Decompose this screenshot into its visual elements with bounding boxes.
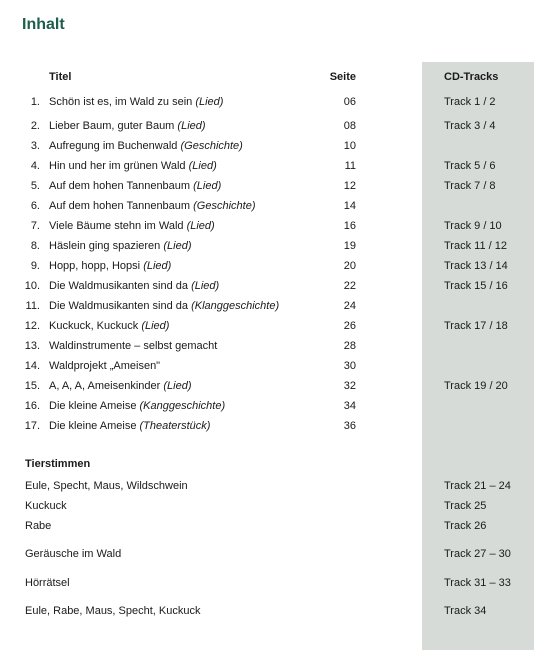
list-item xyxy=(0,575,548,591)
entry-title xyxy=(49,218,215,234)
entry-page: 36 xyxy=(343,420,356,432)
entry-track: Track 17 / 18 xyxy=(444,320,508,332)
column-title-header: Titel xyxy=(49,71,72,83)
entry-title xyxy=(49,338,217,354)
entry-number: 16. xyxy=(24,400,40,412)
entry-page: 30 xyxy=(343,360,356,372)
table-row xyxy=(0,418,548,434)
extra-track: Track 26 xyxy=(444,520,487,532)
entry-title-text: Waldinstrumente – selbst gemacht xyxy=(49,340,218,352)
table-row xyxy=(0,278,548,294)
table-row xyxy=(0,258,548,274)
entry-title xyxy=(49,118,206,134)
entry-title xyxy=(49,298,279,314)
extra-track: Track 21 – 24 xyxy=(444,480,511,492)
entry-title-text: Kuckuck, Kuckuck xyxy=(49,320,139,332)
extra-title: Geräusche im Wald xyxy=(25,548,122,560)
entry-track: Track 3 / 4 xyxy=(444,120,496,132)
extra-track: Track 31 – 33 xyxy=(444,577,511,589)
table-row xyxy=(0,118,548,134)
entry-type: (Lied) xyxy=(141,320,170,332)
entry-title-text: Die kleine Ameise xyxy=(49,400,137,412)
entry-type: (Lied) xyxy=(195,96,224,108)
entry-page: 20 xyxy=(343,260,356,272)
table-row xyxy=(0,398,548,414)
entry-title-text: Viele Bäume stehn im Wald xyxy=(49,220,184,232)
entry-title-text: Lieber Baum, guter Baum xyxy=(49,120,175,132)
entry-page: 12 xyxy=(343,180,356,192)
list-item xyxy=(0,478,548,494)
list-item xyxy=(0,603,548,619)
entry-type: (Geschichte) xyxy=(193,200,256,212)
entry-page: 24 xyxy=(343,300,356,312)
entry-number: 4. xyxy=(30,160,40,172)
entry-page: 34 xyxy=(343,400,356,412)
entry-type: (Klanggeschichte) xyxy=(191,300,280,312)
extra-title: Kuckuck xyxy=(25,500,67,512)
entry-number: 6. xyxy=(30,200,40,212)
table-header xyxy=(0,69,548,85)
entry-number: 8. xyxy=(30,240,40,252)
list-item xyxy=(0,546,548,562)
extra-title: Rabe xyxy=(25,520,52,532)
entry-number: 2. xyxy=(30,120,40,132)
entry-page: 06 xyxy=(343,96,356,108)
entry-number: 13. xyxy=(24,340,40,352)
entry-title-text: A, A, A, Ameisenkinder xyxy=(49,380,161,392)
table-row xyxy=(0,198,548,214)
entry-number: 10. xyxy=(24,280,40,292)
entry-title-text: Auf dem hohen Tannenbaum xyxy=(49,200,191,212)
table-row xyxy=(0,338,548,354)
entry-page: 28 xyxy=(343,340,356,352)
entry-type: (Lied) xyxy=(193,180,222,192)
entry-track: Track 13 / 14 xyxy=(444,260,508,272)
entry-track: Track 1 / 2 xyxy=(444,96,496,108)
entry-type: (Kanggeschichte) xyxy=(139,400,226,412)
table-row xyxy=(0,218,548,234)
entry-page: 22 xyxy=(343,280,356,292)
entry-title xyxy=(49,258,171,274)
entry-title xyxy=(49,318,169,334)
entry-number: 3. xyxy=(30,140,40,152)
entry-track: Track 5 / 6 xyxy=(444,160,496,172)
entry-track: Track 9 / 10 xyxy=(444,220,502,232)
entry-page: 08 xyxy=(343,120,356,132)
entry-title-text: Häslein ging spazieren xyxy=(49,240,161,252)
list-item xyxy=(0,518,548,534)
entry-title-text: Die kleine Ameise xyxy=(49,420,137,432)
entry-number: 11. xyxy=(25,300,40,312)
entry-type: (Lied) xyxy=(191,280,220,292)
extra-title: Hörrätsel xyxy=(25,577,70,589)
entry-title xyxy=(49,158,217,174)
table-row xyxy=(0,178,548,194)
entry-track: Track 7 / 8 xyxy=(444,180,496,192)
entry-type: (Lied) xyxy=(177,120,206,132)
entry-page: 14 xyxy=(343,200,356,212)
entry-title-text: Auf dem hohen Tannenbaum xyxy=(49,180,191,192)
entry-title-text: Die Waldmusikanten sind da xyxy=(49,280,188,292)
entry-title xyxy=(49,198,256,214)
entry-title xyxy=(49,238,191,254)
entry-title-text: Waldprojekt „Ameisen" xyxy=(49,360,161,372)
entry-number: 12. xyxy=(24,320,40,332)
entry-type: (Lied) xyxy=(163,240,192,252)
entry-track: Track 15 / 16 xyxy=(444,280,508,292)
entry-title-text: Aufregung im Buchenwald xyxy=(49,140,178,152)
entry-number: 5. xyxy=(30,180,40,192)
entry-type: (Lied) xyxy=(143,260,172,272)
extra-track: Track 27 – 30 xyxy=(444,548,511,560)
table-row xyxy=(0,318,548,334)
entry-number: 17. xyxy=(24,420,40,432)
table-row xyxy=(0,138,548,154)
entry-page: 10 xyxy=(343,140,356,152)
entry-page: 16 xyxy=(343,220,356,232)
table-row xyxy=(0,298,548,314)
entry-page: 11 xyxy=(344,160,356,172)
entry-number: 15. xyxy=(24,380,40,392)
entry-number: 7. xyxy=(30,220,40,232)
entry-title xyxy=(49,278,219,294)
table-row xyxy=(0,94,548,110)
table-row xyxy=(0,238,548,254)
entry-track: Track 19 / 20 xyxy=(444,380,508,392)
list-item xyxy=(0,498,548,514)
entry-page: 19 xyxy=(343,240,356,252)
entry-type: (Lied) xyxy=(186,220,215,232)
extra-title: Eule, Rabe, Maus, Specht, Kuckuck xyxy=(25,605,201,617)
entry-title xyxy=(49,418,210,434)
entry-title xyxy=(49,138,243,154)
entry-number: 14. xyxy=(24,360,40,372)
extra-track: Track 34 xyxy=(444,605,487,617)
entry-track: Track 11 / 12 xyxy=(444,240,507,252)
entry-title-text: Hin und her im grünen Wald xyxy=(49,160,186,172)
entry-title-text: Schön ist es, im Wald zu sein xyxy=(49,96,193,108)
entry-title xyxy=(49,398,225,414)
entry-title xyxy=(49,178,221,194)
table-row xyxy=(0,158,548,174)
extra-title: Eule, Specht, Maus, Wildschwein xyxy=(25,480,188,492)
entry-number: 9. xyxy=(30,260,40,272)
entry-type: (Lied) xyxy=(163,380,192,392)
entry-title xyxy=(49,358,160,374)
entry-page: 26 xyxy=(343,320,356,332)
page-title: Inhalt xyxy=(22,16,65,33)
entry-title xyxy=(49,378,191,394)
entry-title xyxy=(49,94,223,110)
section-heading: Tierstimmen xyxy=(25,458,91,470)
entry-type: (Theaterstück) xyxy=(139,420,211,432)
entry-page: 32 xyxy=(343,380,356,392)
extra-track: Track 25 xyxy=(444,500,487,512)
entry-number: 1. xyxy=(30,96,40,108)
entry-type: (Geschichte) xyxy=(180,140,243,152)
entry-title-text: Hopp, hopp, Hopsi xyxy=(49,260,141,272)
entry-title-text: Die Waldmusikanten sind da xyxy=(49,300,188,312)
entry-type: (Lied) xyxy=(188,160,217,172)
table-row xyxy=(0,378,548,394)
table-row xyxy=(0,358,548,374)
column-page-header: Seite xyxy=(329,71,356,83)
column-tracks-header: CD-Tracks xyxy=(444,71,499,83)
